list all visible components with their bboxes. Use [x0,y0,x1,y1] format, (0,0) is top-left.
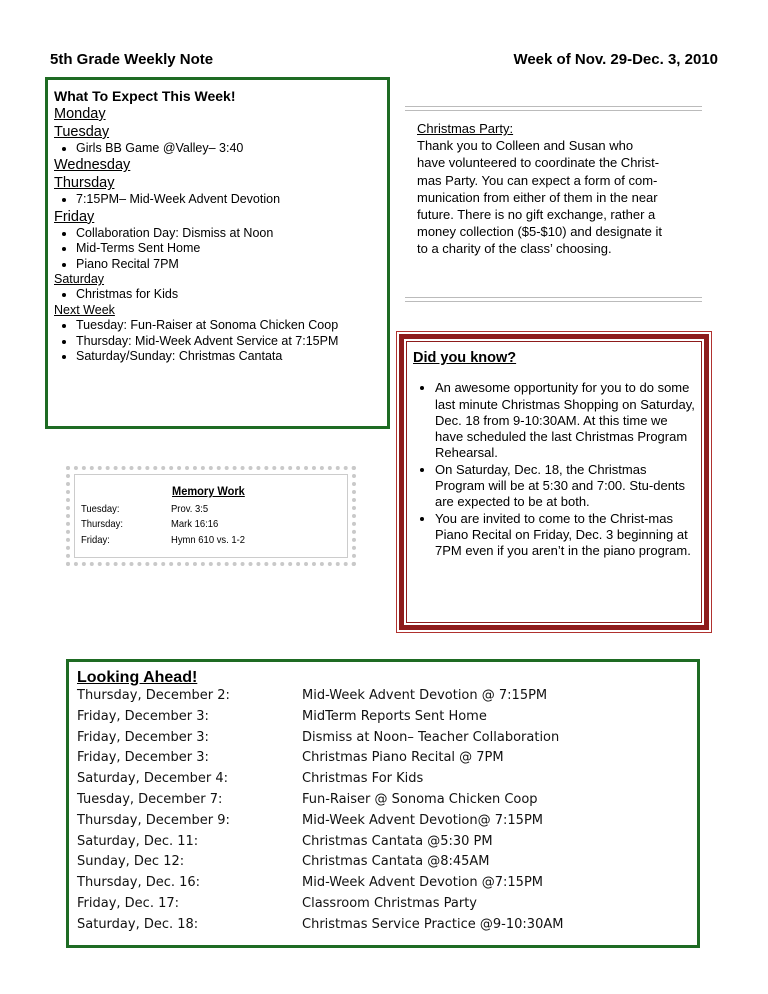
schedule-event: Classroom Christmas Party [302,895,477,911]
day-thursday: Thursday [54,175,115,192]
expect-title: What To Expect This Week! [54,88,236,104]
list-item: • Mid-Terms Sent Home [76,241,381,256]
memory-text: Mark 16:16 [171,518,219,530]
day-tuesday: Tuesday [54,124,110,140]
memory-text: Hymn 610 vs. 1-2 [171,534,246,546]
memory-row [81,534,246,546]
list-item: • Collaboration Day: Dismiss at Noon [76,226,381,241]
list-item: • An awesome opportunity for you to do some last minute Christmas Shopping on Saturday, Dec. 18 from 9-10:30AM. At this time we have scheduled the last Christmas Program Rehearsal. [435,380,695,461]
schedule-event: Mid-Week Advent Devotion @ 7:15PM [302,688,548,703]
list-item: • 7:15PM– Mid-Week Advent Devotion [76,192,381,207]
party-line: munication from either of them in the near [417,189,658,205]
christmas-party-section [405,106,702,304]
party-line: Thank you to Colleen and Susan who [417,138,634,154]
schedule-event: Christmas Cantata @5:30 PM [302,833,493,849]
list-item: • You are invited to come to the Christ-mas Piano Recital on Friday, Dec. 3 beginning at 7PM even if you aren’t in the piano program. [435,511,695,560]
memory-day: Friday: [81,534,110,546]
looking-ahead-title: Looking Ahead! [77,669,198,686]
schedule-event: Christmas Piano Recital @ 7PM [302,750,504,766]
schedule-event: Dismiss at Noon– Teacher Collaboration [302,729,560,745]
divider [405,297,702,302]
schedule-row [77,709,689,730]
schedule-row [77,730,689,751]
next-week-heading: Next Week [54,302,115,317]
schedule-row [77,854,689,875]
schedule-row [77,750,689,771]
schedule-event: Fun-Raiser @ Sonoma Chicken Coop [302,791,538,807]
next-week-list [54,318,381,364]
memory-row [81,518,219,530]
schedule-event: Christmas Cantata @8:45AM [302,854,490,870]
schedule-row [77,792,689,813]
schedule-date: Friday, December 3: [77,750,209,766]
schedule-row [77,875,689,896]
day-wednesday: Wednesday [54,157,131,174]
party-line: have volunteered to coordinate the Christ- [417,155,660,171]
week-range: Week of Nov. 29-Dec. 3, 2010 [513,51,718,68]
party-title: Christmas Party: [417,121,514,136]
list-item: • On Saturday, Dec. 18, the Christmas Program will be at 5:30 and 7:00. Stu-dents are expected to be at both. [435,462,695,511]
party-line: to a charity of the class’ choosing. [417,241,612,257]
schedule-date: Saturday, Dec. 18: [77,916,199,932]
schedule-row [77,834,689,855]
tuesday-list [54,141,381,156]
divider [405,106,702,111]
memory-day: Thursday: [81,518,124,530]
schedule-event: Christmas For Kids [302,771,424,787]
list-item: • Saturday/Sunday: Christmas Cantata [76,349,381,364]
saturday-list [54,287,381,302]
list-item: • Piano Recital 7PM [76,257,381,272]
party-line: future. There is no gift exchange, rather a [417,207,656,223]
list-item: • Christmas for Kids [76,287,381,302]
looking-ahead-box [66,659,700,948]
memory-day: Tuesday: [81,503,120,515]
did-you-know-title: Did you know? [413,350,517,366]
did-you-know-list [413,380,695,559]
memory-row [81,503,209,515]
day-monday: Monday [54,106,106,122]
list-item: • Girls BB Game @Valley– 3:40 [76,141,381,156]
party-text [417,120,697,258]
schedule-date: Friday, December 3: [77,708,209,724]
day-saturday: Saturday [54,272,105,287]
schedule-date: Friday, Dec. 17: [77,895,180,911]
schedule-event: Mid-Week Advent Devotion @7:15PM [302,875,544,891]
schedule-date: Sunday, Dec 12: [77,854,185,870]
schedule-date: Tuesday, December 7: [77,791,223,807]
schedule-event: MidTerm Reports Sent Home [302,708,487,724]
schedule-row [77,896,689,917]
schedule-event: Christmas Service Practice @9-10:30AM [302,916,564,932]
schedule-date: Thursday, December 9: [77,812,230,828]
schedule-row [77,688,689,709]
schedule-date: Friday, December 3: [77,729,209,745]
schedule-date: Saturday, Dec. 11: [77,833,199,849]
schedule-row [77,917,689,938]
day-friday: Friday [54,208,95,225]
memory-work-title: Memory Work [172,484,245,498]
friday-list [54,226,381,272]
schedule-row [77,813,689,834]
schedule-date: Thursday, Dec. 16: [77,875,201,891]
schedule-row [77,771,689,792]
party-line: money collection ($5-$10) and designate it [417,224,662,240]
did-you-know-box [399,334,709,630]
memory-work-box [66,466,356,566]
expect-this-week-box [45,77,390,429]
schedule-date: Saturday, December 4: [77,771,229,787]
party-line: mas Party. You can expect a form of com- [417,172,658,188]
memory-text: Prov. 3:5 [171,503,209,515]
newsletter-title: 5th Grade Weekly Note [50,51,214,68]
list-item: • Tuesday: Fun-Raiser at Sonoma Chicken Coop [76,318,381,333]
schedule-event: Mid-Week Advent Devotion@ 7:15PM [302,812,544,828]
list-item: • Thursday: Mid-Week Advent Service at 7:15PM [76,334,381,349]
thursday-list [54,192,381,207]
schedule-date: Thursday, December 2: [77,688,230,703]
